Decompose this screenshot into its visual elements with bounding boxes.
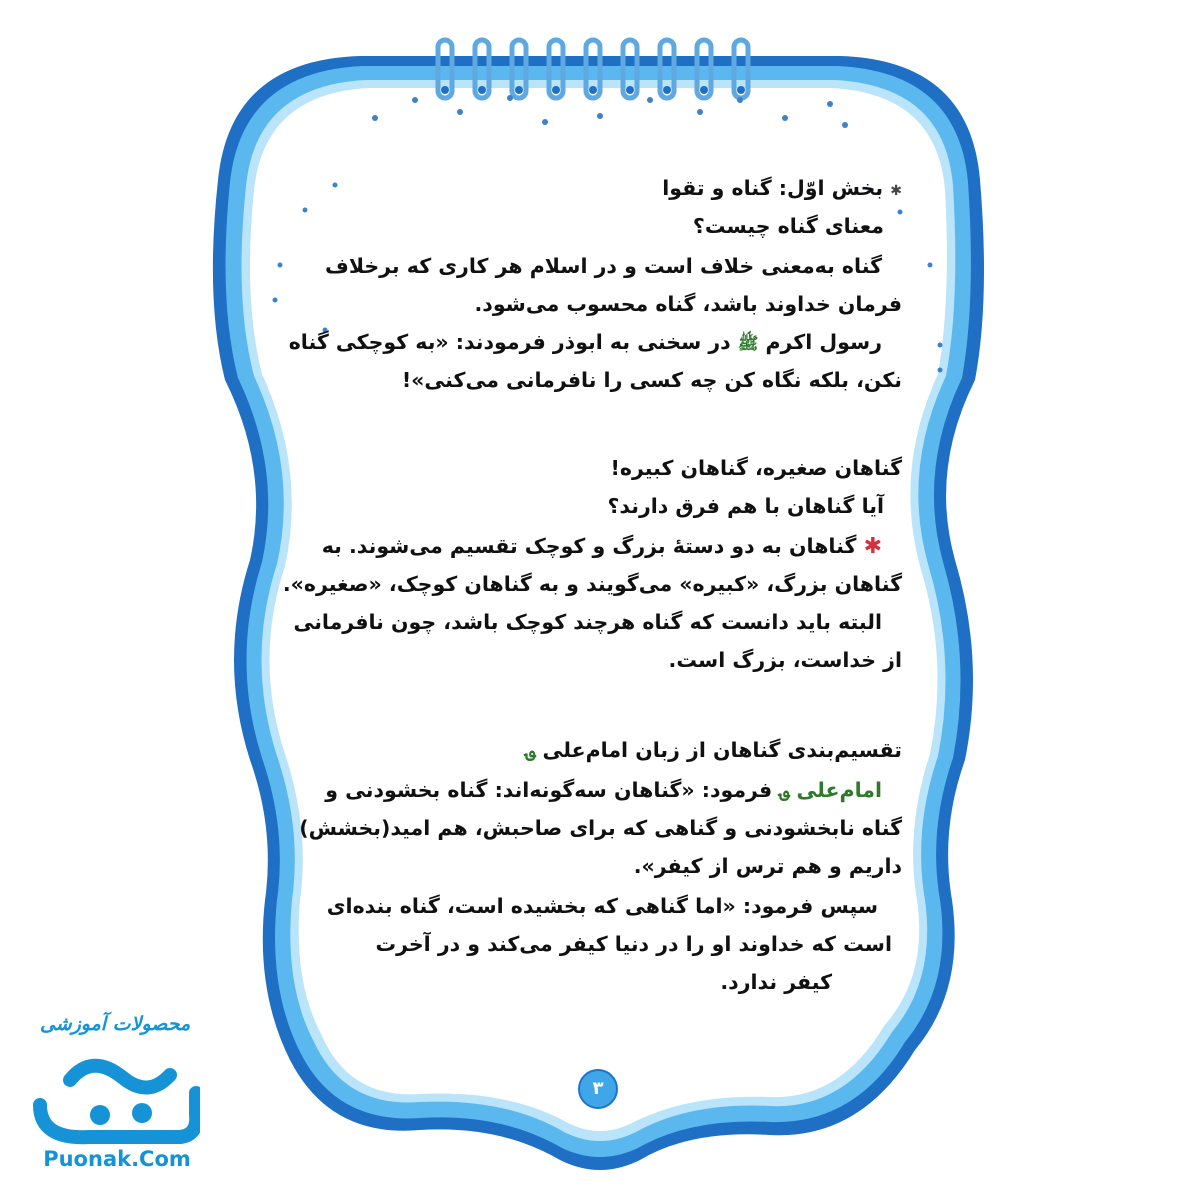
section2-line2: گناهان بزرگ، «کبیره» می‌گویند و به گناهان کوچک، «صغیره».	[282, 572, 902, 596]
page-number: ۳	[578, 1069, 618, 1109]
section3-line2: گناه نابخشودنی و گناهی که برای صاحبش، هم امید(بخشش)	[299, 816, 902, 840]
section1-line3-start: رسول اکرم	[765, 330, 882, 354]
bullet-icon: ✱	[863, 534, 882, 559]
section1-line3-end: در سخنی به ابوذر فرمودند: «به کوچکی گناه	[288, 330, 731, 354]
section1-question: معنای گناه چیست؟	[692, 214, 884, 238]
section3-line3: داریم و هم ترس از کیفر».	[633, 854, 902, 878]
section2-line1	[322, 532, 882, 561]
page-text	[262, 166, 902, 1066]
section2-line3: البته باید دانست که گناه هرچند کوچک باشد، چون نافرمانی	[293, 610, 882, 634]
imam-ali-name: امام‌علی	[796, 778, 882, 802]
section3-line1	[325, 776, 882, 806]
blessing-glyph: ؈	[779, 782, 790, 802]
section3-title	[525, 736, 902, 766]
section3-line6: کیفر ندارد.	[720, 970, 832, 994]
section3-line4: سپس فرمود: «اما گناهی که بخشیده است، گناه بنده‌ای	[326, 894, 878, 918]
section2-line4: از خداست، بزرگ است.	[668, 648, 902, 672]
section1-line4: نکن، بلکه نگاه کن چه کسی را نافرمانی می‌کنی»!	[401, 368, 902, 392]
section2-line1-text: گناهان به دو دستهٔ بزرگ و کوچک تقسیم می‌شوند. به	[321, 534, 857, 558]
section3-line5: است که خداوند او را در دنیا کیفر می‌کند و در آخرت	[375, 932, 892, 956]
section2-question: آیا گناهان با هم فرق دارند؟	[607, 494, 884, 518]
section3-line1-end: فرمود: «گناهان سه‌گونه‌اند: گناه بخشودنی و	[325, 778, 773, 802]
section1-line1: گناه به‌معنی خلاف است و در اسلام هر کاری که برخلاف	[325, 254, 882, 278]
blessing-glyph: ؈	[525, 742, 536, 762]
section1-title-text: بخش اوّل: گناه و تقوا	[662, 176, 884, 200]
brand-watermark	[20, 1005, 240, 1185]
brand-tagline: محصولات آموزشی	[39, 1013, 191, 1035]
brand-logo	[30, 1045, 200, 1145]
section1-line3	[289, 328, 882, 358]
section3-title-text: تقسیم‌بندی گناهان از زبان امام‌علی	[542, 738, 902, 762]
section1-title: ✱ بخش اوّل: گناه و تقوا	[662, 176, 902, 200]
section1-line2: فرمان خداوند باشد، گناه محسوب می‌شود.	[474, 292, 902, 316]
blessing-glyph: ﷺ	[737, 334, 759, 354]
brand-url: Puonak.Com	[43, 1147, 191, 1171]
section2-title: گناهان صغیره، گناهان کبیره!	[610, 456, 902, 480]
